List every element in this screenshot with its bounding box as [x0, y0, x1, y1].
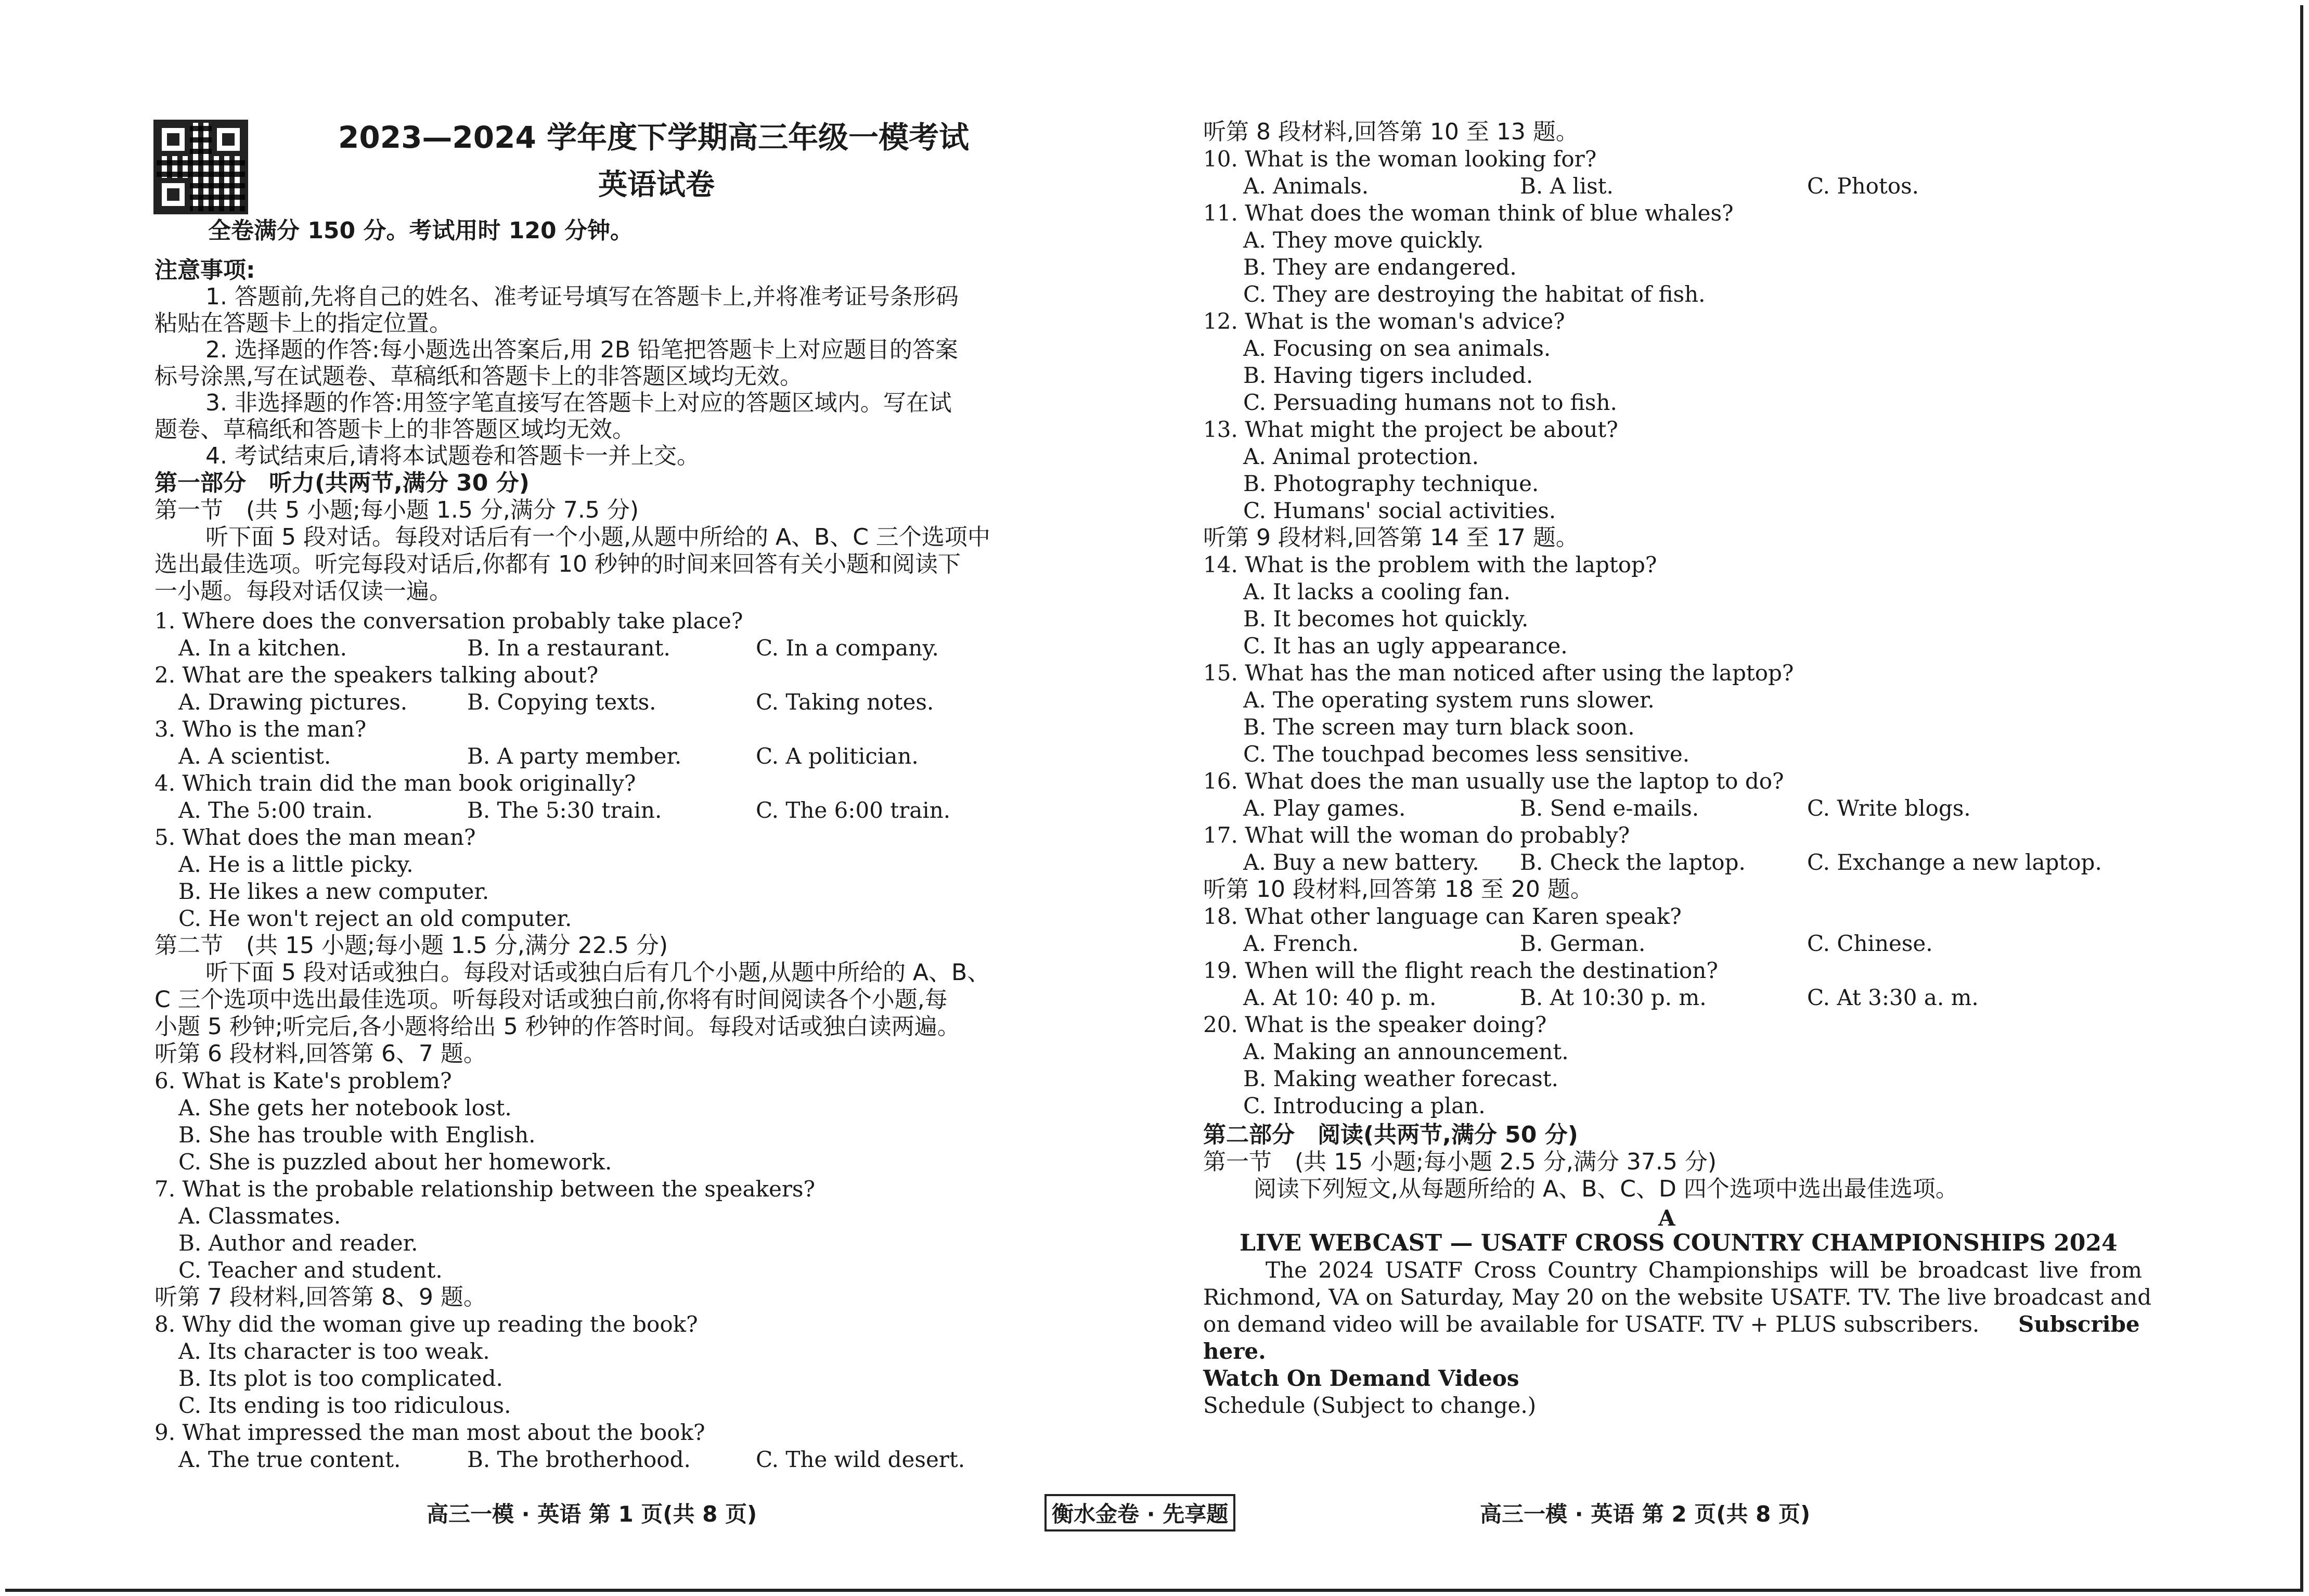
option-b: B. Having tigers included.: [1243, 363, 1533, 388]
option-a: A. Classmates.: [178, 1203, 341, 1229]
option-b: B. A party member.: [467, 743, 682, 769]
section1-instruction: 选出最佳选项。听完每段对话后,你都有 10 秒钟的时间来回答有关小题和阅读下: [154, 551, 961, 577]
passage-line: The 2024 USATF Cross Country Championships will be broadcast live from: [1266, 1257, 2143, 1283]
option-a: A. It lacks a cooling fan.: [1243, 579, 1511, 604]
footer-page-left: 高三一模 · 英语 第 1 页(共 8 页): [427, 1501, 757, 1527]
notice-line: 1. 答题前,先将自己的姓名、准考证号填写在答题卡上,并将准考证号条形码: [205, 284, 959, 310]
score-note: 全卷满分 150 分。考试用时 120 分钟。: [208, 217, 633, 244]
notice-line: 3. 非选择题的作答:用签字笔直接写在答题卡上对应的答题区域内。写在试: [205, 390, 952, 416]
option-c: C. Chinese.: [1807, 931, 1933, 956]
option-a: A. The true content.: [178, 1447, 401, 1472]
option-c: C. The 6:00 train.: [756, 797, 951, 823]
option-b: B. She has trouble with English.: [178, 1122, 536, 1148]
notice-line: 题卷、草稿纸和答题卡上的非答题区域均无效。: [154, 416, 635, 443]
notice-line: 粘贴在答题卡上的指定位置。: [154, 310, 452, 337]
section1-instruction: 听下面 5 段对话。每段对话后有一个小题,从题中所给的 A、B、C 三个选项中: [205, 524, 990, 550]
material-heading: 听第 6 段材料,回答第 6、7 题。: [154, 1040, 486, 1067]
question-stem: 3. Who is the man?: [154, 716, 367, 742]
notice-heading: 注意事项:: [154, 257, 255, 284]
option-a: A. A scientist.: [178, 743, 331, 769]
option-b: B. Check the laptop.: [1520, 850, 1746, 875]
option-b: B. Author and reader.: [178, 1230, 418, 1256]
footer-page-right: 高三一模 · 英语 第 2 页(共 8 页): [1480, 1501, 1811, 1527]
question-stem: 5. What does the man mean?: [154, 825, 476, 850]
option-a: A. She gets her notebook lost.: [178, 1095, 512, 1121]
option-c: C. She is puzzled about her homework.: [178, 1149, 612, 1175]
option-b: B. At 10:30 p. m.: [1520, 985, 1707, 1010]
exam-title: 2023—2024 学年度下学期高三年级一模考试: [338, 120, 970, 155]
option-b: B. Making weather forecast.: [1243, 1066, 1558, 1091]
question-stem: 9. What impressed the man most about the book?: [154, 1420, 705, 1445]
subscribe-link[interactable]: Subscribe: [2018, 1311, 2140, 1337]
schedule-note: Schedule (Subject to change.): [1203, 1393, 1537, 1418]
option-c: C. Humans' social activities.: [1243, 498, 1556, 523]
option-c: C. At 3:30 a. m.: [1807, 985, 1979, 1010]
question-stem: 20. What is the speaker doing?: [1203, 1012, 1547, 1037]
section2-instruction: 听下面 5 段对话或独白。每段对话或独白后有几个小题,从题中所给的 A、B、: [205, 959, 990, 986]
subscribe-link-cont[interactable]: here.: [1203, 1338, 1266, 1364]
passage-letter: A: [1658, 1205, 1675, 1231]
option-a: A. Play games.: [1243, 795, 1406, 821]
question-stem: 6. What is Kate's problem?: [154, 1068, 452, 1093]
option-a: A. The 5:00 train.: [178, 797, 373, 823]
option-c: C. A politician.: [756, 743, 919, 769]
option-b: B. The screen may turn black soon.: [1243, 714, 1635, 740]
question-stem: 7. What is the probable relationship between the speakers?: [154, 1176, 816, 1202]
part2-heading: 第二部分 阅读(共两节,满分 50 分): [1203, 1122, 1578, 1148]
question-stem: 13. What might the project be about?: [1203, 417, 1618, 442]
notice-line: 标号涂黑,写在试题卷、草稿纸和答题卡上的非答题区域均无效。: [154, 363, 803, 390]
option-c: C. It has an ugly appearance.: [1243, 633, 1568, 659]
section2-instruction: 小题 5 秒钟;听完后,各小题将给出 5 秒钟的作答时间。每段对话或独白读两遍。: [154, 1013, 960, 1040]
question-stem: 17. What will the woman do probably?: [1203, 822, 1630, 848]
question-stem: 14. What is the problem with the laptop?: [1203, 552, 1657, 577]
option-c: C. In a company.: [756, 635, 939, 661]
option-b: B. Copying texts.: [467, 689, 656, 715]
material-heading: 听第 7 段材料,回答第 8、9 题。: [154, 1284, 486, 1310]
option-c: C. Introducing a plan.: [1243, 1093, 1486, 1118]
watch-videos-heading: Watch On Demand Videos: [1203, 1366, 1519, 1391]
option-a: A. Animal protection.: [1243, 444, 1479, 469]
option-c: C. They are destroying the habitat of fish.: [1243, 281, 1706, 307]
option-b: B. Photography technique.: [1243, 471, 1539, 496]
option-c: C. The wild desert.: [756, 1447, 965, 1472]
question-stem: 16. What does the man usually use the laptop to do?: [1203, 768, 1784, 794]
passage-line: on demand video will be available for USATF. TV + PLUS subscribers.: [1203, 1311, 1980, 1337]
option-c: C. Write blogs.: [1807, 795, 1971, 821]
question-stem: 15. What has the man noticed after using the laptop?: [1203, 660, 1794, 686]
question-stem: 18. What other language can Karen speak?: [1203, 904, 1682, 929]
option-a: A. The operating system runs slower.: [1243, 687, 1655, 713]
question-stem: 2. What are the speakers talking about?: [154, 662, 599, 688]
option-c: C. Its ending is too ridiculous.: [178, 1393, 511, 1418]
material-heading: 听第 10 段材料,回答第 18 至 20 题。: [1203, 876, 1593, 903]
option-c: C. Teacher and student.: [178, 1257, 443, 1283]
option-b: B. It becomes hot quickly.: [1243, 606, 1529, 632]
qr-code: [153, 120, 248, 214]
footer-brand: 衡水金卷 · 先享题: [1044, 1494, 1235, 1531]
notice-line: 2. 选择题的作答:每小题选出答案后,用 2B 铅笔把答题卡上对应题目的答案: [205, 337, 958, 363]
question-stem: 8. Why did the woman give up reading the book?: [154, 1311, 698, 1337]
option-b: B. The 5:30 train.: [467, 797, 662, 823]
question-stem: 11. What does the woman think of blue whales?: [1203, 200, 1734, 226]
option-a: A. French.: [1243, 931, 1359, 956]
option-b: B. He likes a new computer.: [178, 879, 489, 904]
option-c: C. The touchpad becomes less sensitive.: [1243, 741, 1690, 767]
exam-subtitle: 英语试卷: [598, 168, 715, 202]
option-a: A. They move quickly.: [1243, 227, 1484, 253]
section1-instruction: 一小题。每段对话仅读一遍。: [154, 578, 452, 604]
option-c: C. Taking notes.: [756, 689, 934, 715]
option-b: B. German.: [1520, 931, 1646, 956]
option-a: A. At 10: 40 p. m.: [1243, 985, 1437, 1010]
section2-instruction: C 三个选项中选出最佳选项。听每段对话或独白前,你将有时间阅读各个小题,每: [154, 986, 948, 1013]
part2-instruction: 阅读下列短文,从每题所给的 A、B、C、D 四个选项中选出最佳选项。: [1254, 1176, 1958, 1202]
option-a: A. Animals.: [1243, 173, 1369, 199]
notice-line: 4. 考试结束后,请将本试题卷和答题卡一并上交。: [205, 443, 700, 469]
material-heading: 听第 8 段材料,回答第 10 至 13 题。: [1203, 119, 1579, 145]
option-a: A. Making an announcement.: [1243, 1039, 1569, 1064]
option-a: A. Drawing pictures.: [178, 689, 408, 715]
option-c: C. Persuading humans not to fish.: [1243, 390, 1617, 415]
option-c: C. He won't reject an old computer.: [178, 906, 572, 931]
question-stem: 4. Which train did the man book originally?: [154, 770, 636, 796]
question-stem: 19. When will the flight reach the destination?: [1203, 958, 1718, 983]
option-a: A. He is a little picky.: [178, 852, 414, 877]
section1-heading: 第一节 (共 5 小题;每小题 1.5 分,满分 7.5 分): [154, 497, 639, 523]
section2-heading: 第二节 (共 15 小题;每小题 1.5 分,满分 22.5 分): [154, 932, 668, 959]
option-a: A. Its character is too weak.: [178, 1338, 490, 1364]
part2-section1-heading: 第一节 (共 15 小题;每小题 2.5 分,满分 37.5 分): [1203, 1149, 1717, 1175]
option-b: B. They are endangered.: [1243, 254, 1517, 280]
option-c: C. Exchange a new laptop.: [1807, 850, 2102, 875]
passage-line: Richmond, VA on Saturday, May 20 on the website USATF. TV. The live broadcast and: [1203, 1284, 2152, 1310]
part1-heading: 第一部分 听力(共两节,满分 30 分): [154, 470, 530, 496]
option-a: A. In a kitchen.: [178, 635, 347, 661]
option-b: B. The brotherhood.: [467, 1447, 691, 1472]
question-stem: 10. What is the woman looking for?: [1203, 146, 1597, 172]
question-stem: 1. Where does the conversation probably take place?: [154, 608, 743, 634]
option-b: B. Send e-mails.: [1520, 795, 1699, 821]
option-a: A. Focusing on sea animals.: [1243, 336, 1551, 361]
option-b: B. In a restaurant.: [467, 635, 670, 661]
question-stem: 12. What is the woman's advice?: [1203, 308, 1565, 334]
option-a: A. Buy a new battery.: [1243, 850, 1479, 875]
option-b: B. A list.: [1520, 173, 1614, 199]
passage-title: LIVE WEBCAST — USATF CROSS COUNTRY CHAMPIONSHIPS 2024: [1240, 1230, 2118, 1256]
option-b: B. Its plot is too complicated.: [178, 1366, 503, 1391]
material-heading: 听第 9 段材料,回答第 14 至 17 题。: [1203, 524, 1579, 551]
option-c: C. Photos.: [1807, 173, 1919, 199]
